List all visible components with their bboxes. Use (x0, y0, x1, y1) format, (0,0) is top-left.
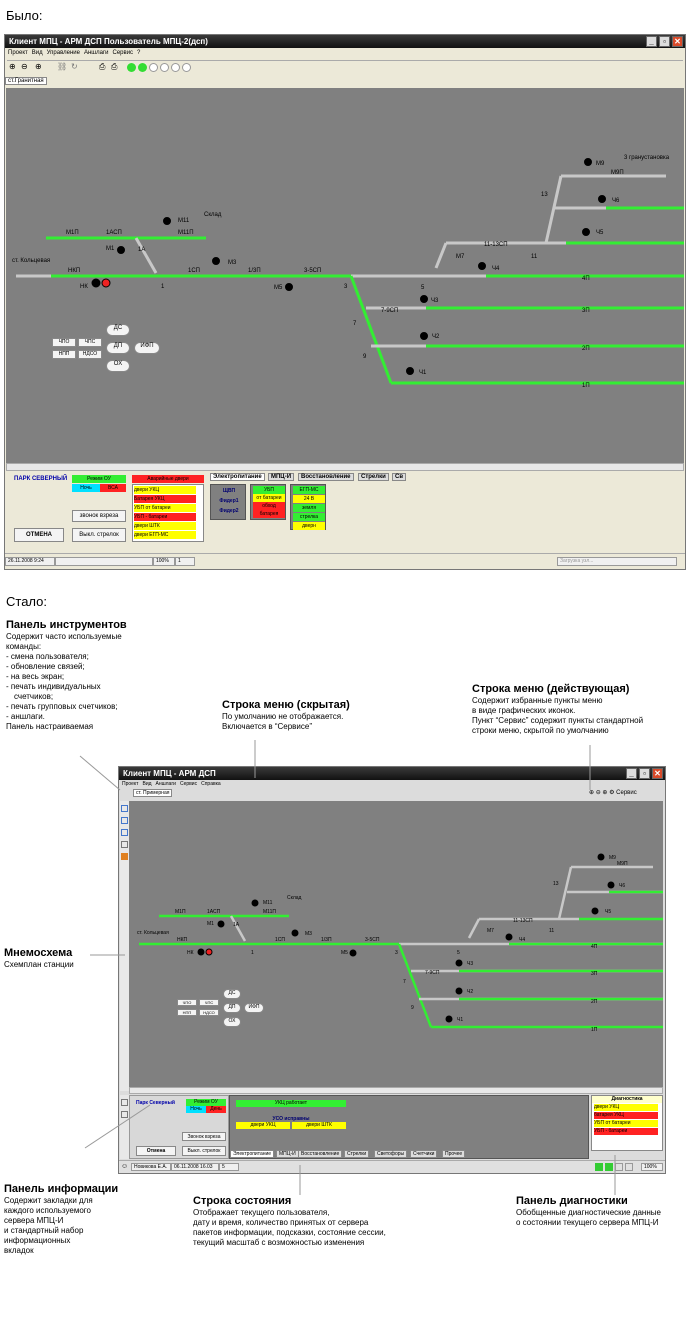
label-m9: М9 (609, 855, 616, 861)
button-ds[interactable]: ДС (106, 324, 130, 336)
button-ds[interactable]: ДС (223, 989, 241, 999)
restore-icon[interactable]: ▫ (659, 36, 670, 47)
label-1p: 1П (591, 1027, 598, 1033)
annotation-title: Панель инструментов (6, 619, 127, 631)
label-m9p: М9П (611, 170, 624, 176)
button-oh[interactable]: ОХ (106, 360, 130, 372)
ubp-cell: обход (253, 502, 285, 510)
label-1sp: 1СП (275, 937, 285, 943)
annotation-line: По умолчанию не отображается. (222, 712, 344, 721)
tab-signals[interactable]: Светофоры (374, 1150, 407, 1158)
annotation-toolbar (6, 618, 176, 732)
label-2p: 2П (582, 346, 590, 352)
annotation-diag (516, 1194, 698, 1228)
label-3: 3 (395, 950, 398, 956)
feeder-label: Фидер2 (219, 508, 239, 514)
mode-label: Режим ОУ (72, 475, 126, 483)
egp-cell: стрелка (293, 513, 325, 521)
bell-button[interactable]: Звонок взреза (182, 1132, 226, 1141)
menu-service[interactable]: Сервис (179, 781, 198, 787)
annotation-line: - аншлаги. (6, 712, 45, 721)
annotation-status (193, 1194, 453, 1248)
label-1asp: 1АСП (207, 909, 221, 915)
zoom-fit-icon[interactable]: ⊕ (602, 790, 608, 796)
check-item[interactable]: УБП - батареи (134, 513, 196, 521)
label-m5: М5 (274, 285, 283, 291)
label-1113sp: 11-13СП (484, 242, 508, 248)
arrow-npp[interactable]: НПП (52, 350, 76, 359)
menu-service[interactable]: Сервис (112, 50, 134, 56)
label-13: 13 (553, 881, 559, 887)
tab-power[interactable]: Электропитание (210, 473, 265, 481)
label-35sp: 3-5СП (365, 937, 380, 943)
zoom-in-icon[interactable]: ⊕ (589, 790, 595, 796)
button-dp[interactable]: ДП (106, 342, 130, 354)
label-m11: М11 (178, 218, 190, 224)
label-m9: М9 (596, 161, 605, 167)
tab-restore[interactable]: Восстановление (298, 1150, 342, 1158)
annotation-line: вкладок (4, 1246, 34, 1255)
link-icon[interactable]: ⛓ (57, 62, 68, 71)
annotation-line: - печать индивидуальных (6, 682, 101, 691)
label-4p: 4П (582, 276, 590, 282)
label-ch3: Ч3 (467, 961, 474, 967)
button-ifp[interactable]: ИФП (244, 1003, 264, 1013)
annotation-line: каждого используемого (4, 1206, 91, 1215)
heading-after: Стало: (6, 594, 47, 609)
diag-item[interactable]: батарея УКЦ (594, 1112, 658, 1119)
label-9: 9 (411, 1005, 414, 1011)
arrow-chpo[interactable]: ЧПО (177, 999, 197, 1006)
ubp-cell: батарея (253, 510, 285, 518)
day-button[interactable]: ВСА (100, 484, 126, 492)
annotation-line: и стандартный набор (4, 1226, 84, 1235)
label-79sp: 7-9СП (381, 308, 399, 314)
annotation-line: дату и время, количество принятых от сервера (193, 1218, 369, 1227)
label-nkp: НКП (68, 268, 81, 274)
annotation-line: Пункт “Сервис” содержит пункты стандартной (472, 716, 644, 725)
label-5: 5 (421, 285, 425, 291)
label-3p: 3П (591, 971, 598, 977)
label-ch2: Ч2 (467, 989, 474, 995)
annotation-line: Схемплан станции (4, 960, 74, 969)
menu-view[interactable]: Вид (31, 50, 43, 56)
label-m11p: М11П (178, 230, 194, 236)
tab-switches[interactable]: Стрелки (344, 1150, 369, 1158)
label-7: 7 (353, 321, 357, 327)
label-nkp: НКП (177, 937, 188, 943)
tab-station[interactable]: ст.Гранитная (5, 77, 47, 85)
annotation-line: сервера МПЦ-И (4, 1216, 64, 1225)
arrow-npp[interactable]: НПП (177, 1009, 197, 1016)
close-icon[interactable]: ✕ (652, 768, 663, 779)
diag-item[interactable]: УБП - батареи (594, 1128, 658, 1135)
label-1sp: 1СП (188, 268, 200, 274)
arrow-chps[interactable]: ЧПС (78, 338, 102, 347)
menu-project[interactable]: Проект (122, 781, 139, 787)
annotation-line: Содержит часто используемые (6, 632, 122, 641)
label-11: 11 (531, 254, 538, 260)
menu-notices[interactable]: Аншлаги (83, 50, 109, 56)
label-1: 1 (251, 950, 254, 956)
zoom-fit-icon[interactable]: ⊕ (35, 62, 42, 71)
check-item[interactable]: УБП от батареи (134, 504, 196, 512)
menu-notices[interactable]: Аншлаги (155, 781, 176, 787)
label-5: 5 (457, 950, 460, 956)
status-date: 26.11.2008 9:24 (5, 557, 55, 566)
label-ch4: Ч4 (519, 937, 526, 943)
night-button[interactable]: Ночь (186, 1106, 206, 1113)
check-item[interactable]: двери УКЦ (134, 486, 196, 494)
annotation-scheme (4, 946, 114, 970)
leader-line (80, 756, 120, 790)
annotation-line: - обновление связей; (6, 662, 85, 671)
label-1asp: 1АСП (106, 230, 122, 236)
annotation-line: - на весь экран; (6, 672, 65, 681)
old-title: Клиент МПЦ - АРМ ДСП Пользователь МПЦ-2(дсп) (9, 37, 208, 46)
label-m7: М7 (456, 254, 465, 260)
annotation-line: Содержит закладки для (4, 1196, 93, 1205)
check-item[interactable]: Батарея УКЦ (134, 495, 196, 503)
heading-before: Было: (6, 8, 43, 23)
annotation-line: Включается в “Сервисе” (222, 722, 312, 731)
zoom-out-icon[interactable]: ⊖ (21, 62, 28, 71)
tab-counters[interactable]: Счетчики (410, 1150, 437, 1158)
label-m1: М1 (106, 246, 115, 252)
arrow-ndso[interactable]: НДСО (199, 1009, 219, 1016)
leader-line (85, 1105, 150, 1148)
label-nk: НК (187, 950, 194, 956)
tab-other[interactable]: Прочее (442, 1150, 465, 1158)
user-icon: ☺ (121, 1163, 129, 1170)
arrow-chpo[interactable]: ЧПО (52, 338, 76, 347)
day-button[interactable]: День (206, 1106, 226, 1113)
annotation-title: Строка меню (действующая) (472, 683, 630, 695)
label-3gr: 3 гранустановка (624, 155, 670, 161)
menu-view[interactable]: Вид (142, 781, 152, 787)
night-button[interactable]: Ночь (72, 484, 100, 492)
tab-power[interactable]: Электропитание (230, 1150, 274, 1158)
annotation-line: Панель настраиваемая (6, 722, 94, 731)
status-user: Новикова Е.А. (131, 1163, 171, 1171)
label-1: 1 (161, 284, 165, 290)
bell-button[interactable]: звонок взреза (72, 510, 126, 522)
label-7: 7 (403, 979, 406, 985)
menu-project[interactable]: Проект (8, 50, 28, 56)
diag-item[interactable]: УБП от батареи (594, 1120, 658, 1127)
tab-station[interactable]: ст. Примерная (133, 789, 172, 797)
status-right: Загрузка узл... (557, 557, 677, 566)
label-ch1: Ч1 (419, 370, 427, 376)
check-item[interactable]: двери ЕГП-МС (134, 531, 196, 539)
label-ch6: Ч6 (612, 198, 620, 204)
door-shtk: двери ШТК (292, 1122, 346, 1129)
label-nk: НК (80, 284, 88, 290)
ukc-status: УКЦ работает (236, 1100, 346, 1107)
service-menu[interactable]: Сервис (616, 790, 637, 796)
annotation-line: Отображает текущего пользователя, (193, 1208, 330, 1217)
ubp-cell: УБП (253, 486, 285, 494)
restore-icon[interactable]: ▫ (639, 768, 650, 779)
label-1a: 1А (233, 922, 240, 928)
label-ch5: Ч5 (605, 909, 612, 915)
diag-item[interactable]: двери УКЦ (594, 1104, 658, 1111)
menu-help[interactable]: Справка (201, 781, 221, 787)
diag-title: Диагностика (592, 1096, 662, 1103)
label-m1p: М1П (66, 230, 79, 236)
status-date: 06.11.2008 16.03 (171, 1163, 219, 1171)
label-m5: М5 (341, 950, 348, 956)
label-13p: 1/3П (248, 268, 261, 274)
label-1a: 1А (138, 247, 146, 253)
annotation-menu-active (472, 682, 698, 736)
feeder-label: ЩВП (222, 488, 236, 494)
uso-status: УСО исправны (272, 1116, 310, 1122)
label-ch1: Ч1 (457, 1017, 464, 1023)
refresh-icon[interactable]: ↻ (71, 62, 78, 71)
mode-label: Режим ОУ (186, 1099, 226, 1106)
minimize-icon[interactable]: _ (626, 768, 637, 779)
status-zoom[interactable]: 100% (153, 557, 175, 566)
annotation-title: Мнемосхема (4, 947, 73, 959)
annotation-title: Панель диагностики (516, 1195, 628, 1207)
annotation-line: информационных (4, 1236, 71, 1245)
park-label: Парк Северный (136, 1100, 175, 1106)
status-count: 5 (219, 1163, 239, 1171)
arrow-ndso[interactable]: НДСО (78, 350, 102, 359)
print-group-icon[interactable]: ⎙ (111, 62, 118, 71)
annotation-line: пакетов информации, подсказки, состояние сессии, (193, 1228, 386, 1237)
park-label: ПАРК СЕВЕРНЫЙ (14, 476, 68, 482)
annotation-line: текущий масштаб с возможностью изменения (193, 1238, 365, 1247)
label-m11: М11 (263, 900, 273, 906)
egp-cell: земля (293, 504, 325, 512)
egp-cell: ЕГП-МС (293, 486, 325, 494)
label-79sp: 7-9СП (425, 970, 440, 976)
label-m7: М7 (487, 928, 494, 934)
label-2p: 2П (591, 999, 598, 1005)
annotation-title: Панель информации (4, 1183, 119, 1195)
tab-switches[interactable]: Стрелки (358, 473, 389, 481)
label-9: 9 (363, 354, 367, 360)
label-13p: 1/3П (321, 937, 332, 943)
label-m1: М1 (207, 921, 214, 927)
status-zoom[interactable]: 100% (641, 1163, 663, 1171)
minimize-icon[interactable]: _ (646, 36, 657, 47)
tab-mpc[interactable]: МПЦ-И (276, 1150, 299, 1158)
label-ch4: Ч4 (492, 266, 500, 272)
egp-cell: 24 В (293, 495, 325, 503)
arrow-chps[interactable]: ЧПС (199, 999, 219, 1006)
annotation-line: Обобщенные диагностические данные (516, 1208, 661, 1217)
switch-off-button[interactable]: Выкл. стрелок (72, 528, 126, 542)
annotation-line: - смена пользователя; (6, 652, 89, 661)
label-ch2: Ч2 (432, 334, 440, 340)
zoom-out-icon[interactable]: ⊖ (595, 790, 601, 796)
label-35sp: 3-5СП (304, 268, 322, 274)
tab-mpc[interactable]: МПЦ-И (268, 473, 294, 481)
status-num: 1 (175, 557, 195, 566)
feeder-label: Фидер1 (219, 498, 239, 504)
door-ukc: двери УКЦ (236, 1122, 290, 1129)
button-dp[interactable]: ДП (223, 1003, 241, 1013)
annotation-line: счетчиков; (14, 692, 54, 701)
ubp-cell: от батареи (253, 494, 285, 502)
menu-help[interactable]: ? (137, 50, 141, 56)
label-station-left: ст. Кольцевая (137, 930, 169, 936)
label-4p: 4П (591, 944, 598, 950)
annotation-line: - печать групповых счетчиков; (6, 702, 118, 711)
label-m1p: М1П (175, 909, 186, 915)
label-ch5: Ч5 (596, 230, 604, 236)
label-1p: 1П (582, 383, 590, 389)
label-m11p: М11П (263, 909, 276, 915)
label-sklad: Склад (204, 212, 222, 218)
label-sklad: Склад (287, 895, 302, 901)
annotation-info (4, 1182, 154, 1256)
annotation-line: в виде графических иконок. (472, 706, 576, 715)
annotation-line: строки меню, скрытой по умолчанию (472, 726, 609, 735)
label-13: 13 (541, 192, 548, 198)
cancel-button[interactable]: ОТМЕНА (14, 528, 64, 542)
switch-off-button[interactable]: Выкл. стрелок (182, 1146, 226, 1156)
button-ifp[interactable]: ИФП (134, 342, 160, 354)
label-m3: М3 (228, 260, 237, 266)
label-3: 3 (344, 284, 348, 290)
label-station-left: ст. Кольцевая (12, 258, 51, 264)
label-3p: 3П (582, 308, 590, 314)
annotation-title: Строка состояния (193, 1195, 292, 1207)
annotation-line: команды: (6, 642, 42, 651)
print-icon[interactable]: ⎙ (99, 62, 106, 71)
zoom-in-icon[interactable]: ⊕ (9, 62, 16, 71)
alarm-label: Аварийные двери (132, 475, 204, 483)
service-icon[interactable]: ⚙ (609, 790, 615, 796)
label-11: 11 (549, 928, 555, 934)
label-ch3: Ч3 (431, 298, 439, 304)
tab-restore[interactable]: Восстановление (298, 473, 354, 481)
egp-cell: дверн (293, 522, 325, 530)
label-ch6: Ч6 (619, 883, 626, 889)
label-1113sp: 11-13СП (513, 918, 533, 924)
close-icon[interactable]: ✕ (672, 36, 683, 47)
label-m3: М3 (305, 931, 312, 937)
cancel-button[interactable]: Отмена (136, 1146, 176, 1156)
annotation-line: о состоянии текущего сервера МПЦ-И (516, 1218, 659, 1227)
new-title: Клиент МПЦ - АРМ ДСП (123, 769, 216, 778)
annotation-title: Строка меню (скрытая) (222, 699, 350, 711)
tab-more[interactable]: Св (392, 473, 406, 481)
button-oh[interactable]: ОХ (223, 1017, 241, 1027)
annotation-line: Содержит избранные пункты меню (472, 696, 603, 705)
annotation-menu-hidden (222, 698, 422, 732)
menu-control[interactable]: Управление (46, 50, 80, 56)
check-item[interactable]: двери ШТК (134, 522, 196, 530)
label-m9p: М9П (617, 861, 628, 867)
